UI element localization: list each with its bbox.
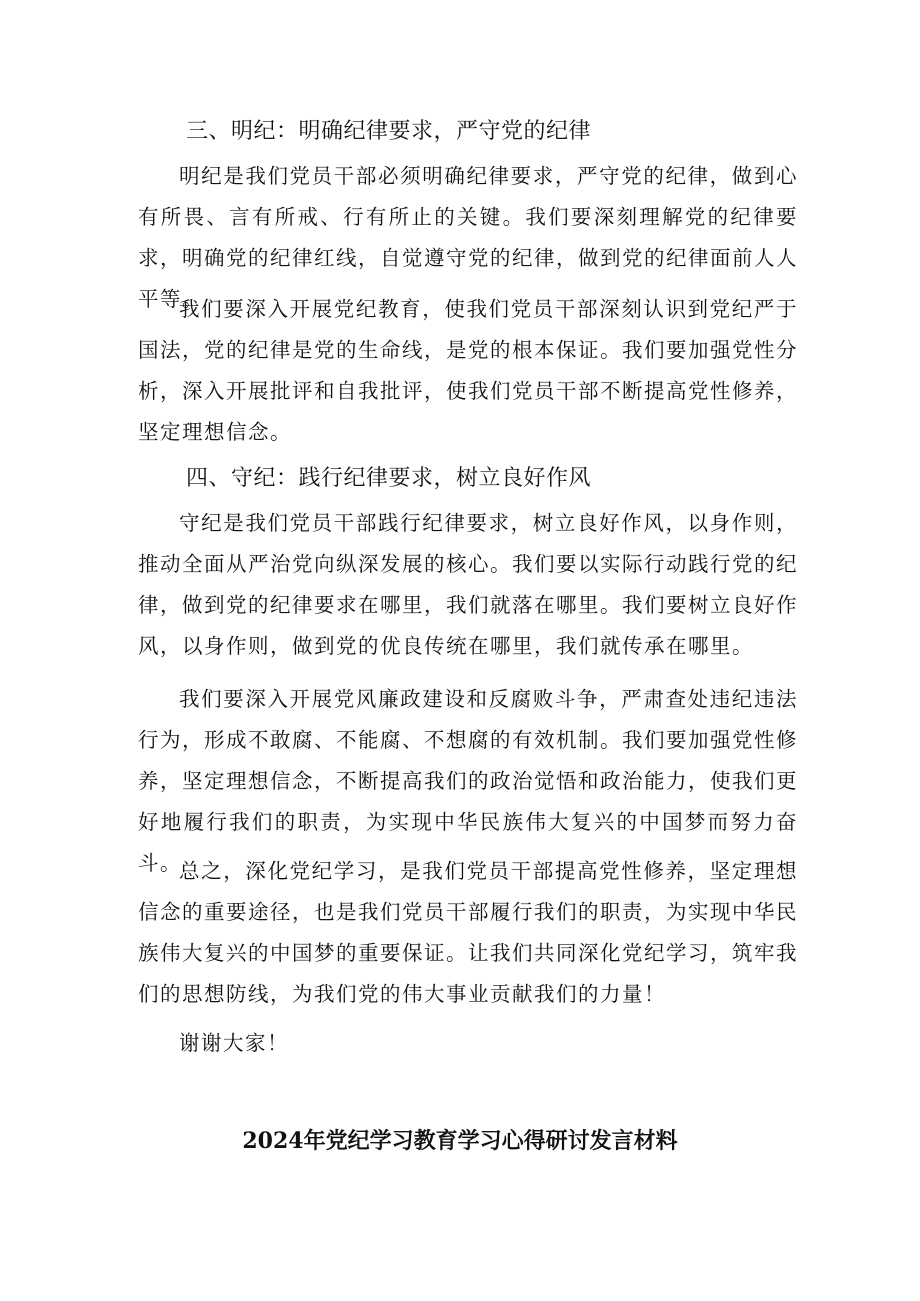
section-heading-mingji: 三、明纪：明确纪律要求，严守党的纪律 [186, 119, 592, 144]
paragraph-shouji-2: 我们要深入开展党风廉政建设和反腐败斗争，严肃查处违纪违法行为，形成不敢腐、不能腐、不想腐的有效机制。我们要加强党性修养，坚定理想信念，不断提高我们的政治觉悟和政治能力，使我们更好地履行我们的职责，为实现中华民族伟大复兴的中国梦而努力奋斗。 [138, 687, 798, 875]
section-heading-shouji: 四、守纪：践行纪律要求，树立良好作风 [186, 466, 592, 491]
paragraph-conclusion: 总之，深化党纪学习，是我们党员干部提高党性修养，坚定理想信念的重要途径，也是我们党员干部履行我们的职责，为实现中华民族伟大复兴的中国梦的重要保证。让我们共同深化党纪学习，筑牢我们的思想防线，为我们党的伟大事业贡献我们的力量！ [138, 859, 798, 1006]
paragraph-shouji-1: 守纪是我们党员干部践行纪律要求，树立良好作风，以身作则，推动全面从严治党向纵深发展的核心。我们要以实际行动践行党的纪律，做到党的纪律要求在哪里，我们就落在哪里。我们要树立良好作风，以身作则，做到党的优良传统在哪里，我们就传承在哪里。 [138, 511, 798, 658]
next-document-title: 2024年党纪学习教育学习心得研讨发言材料 [242, 1128, 678, 1154]
paragraph-mingji-1: 明纪是我们党员干部必须明确纪律要求，严守党的纪律，做到心有所畏、言有所戒、行有所止的关键。我们要深刻理解党的纪律要求，明确党的纪律红线，自觉遵守党的纪律，做到党的纪律面前人人平等。 [138, 164, 798, 311]
paragraph-mingji-2: 我们要深入开展党纪教育，使我们党员干部深刻认识到党纪严于国法，党的纪律是党的生命线，是党的根本保证。我们要加强党性分析，深入开展批评和自我批评，使我们党员干部不断提高党性修养，坚定理想信念。 [138, 297, 798, 444]
closing-thanks: 谢谢大家！ [179, 1031, 289, 1055]
